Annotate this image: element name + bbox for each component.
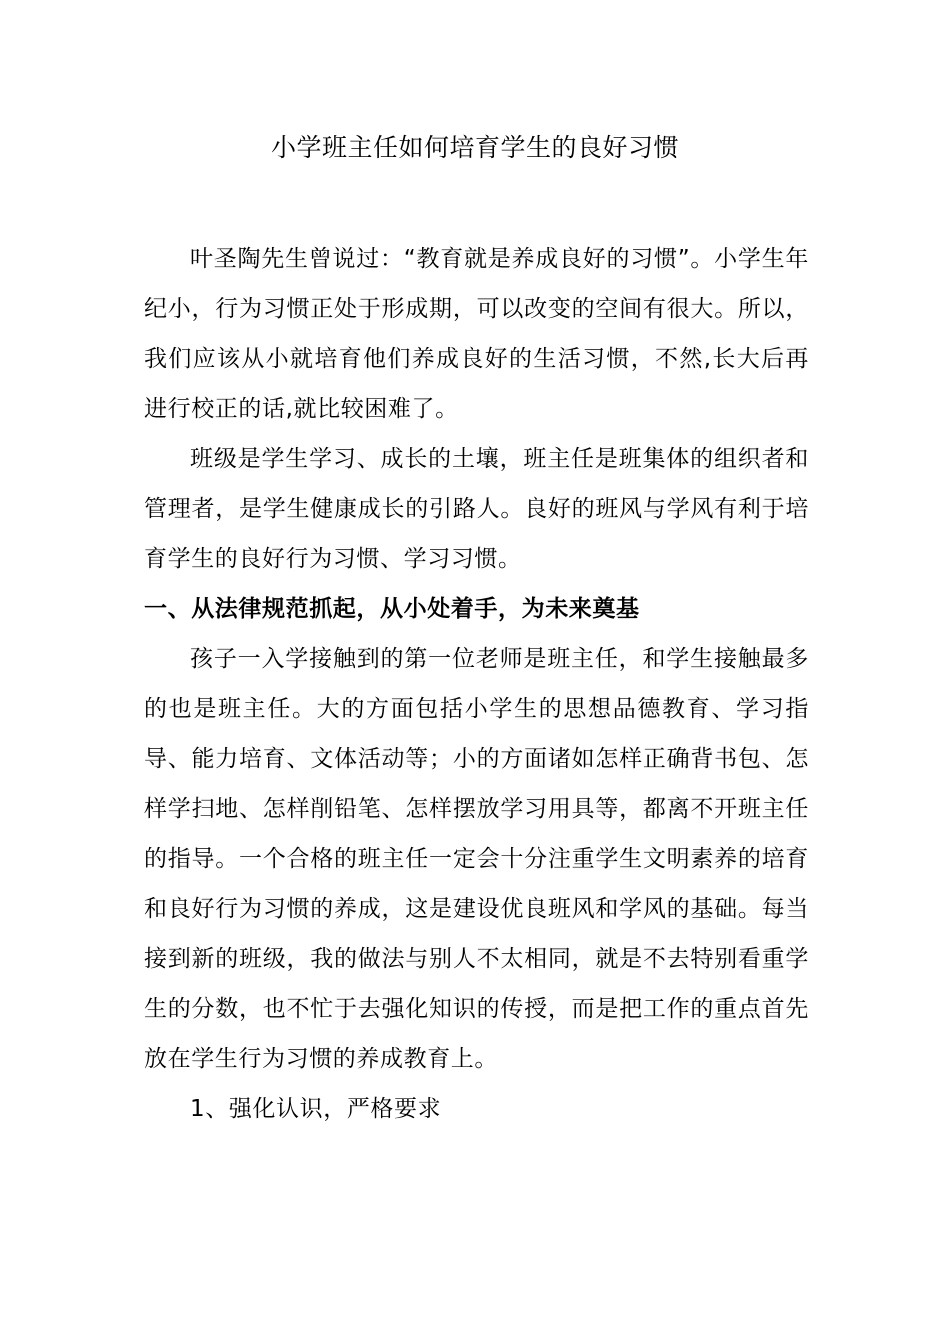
subheading: 1、强化认识，严格要求 (190, 1096, 442, 1122)
paragraph: 班级是学生学习、成长的土壤，班主任是班集体的组织者和管理者，是学生健康成长的引路人。良好的班风与学风有利于培育学生的良好行为习惯、学习习惯。 (144, 446, 809, 572)
section-heading: 一、从法律规范抓起，从小处着手，为未来奠基 (144, 596, 640, 622)
document-title: 小学班主任如何培育学生的良好习惯 (270, 133, 679, 162)
paragraph: 孩子一入学接触到的第一位老师是班主任，和学生接触最多的也是班主任。大的方面包括小学生的思想品德教育、学习指导、能力培育、文体活动等；小的方面诸如怎样正确背书包、怎样学扫地、怎样削铅笔、怎样摆放学习用具等，都离不开班主任的指导。一个合格的班主任一定会十分注重学生文明素养的培育和良好行为习惯的养成，这是建设优良班风和学风的基础。每当接到新的班级，我的做法与别人不太相同，就是不去特别看重学生的分数，也不忙于去强化知识的传授，而是把工作的重点首先放在学生行为习惯的养成教育上。 (144, 646, 809, 1072)
document-body (144, 234, 809, 1134)
paragraph: 叶圣陶先生曾说过：“教育就是养成良好的习惯”。小学生年纪小，行为习惯正处于形成期，可以改变的空间有很大。所以，我们应该从小就培育他们养成良好的生活习惯，不然,长大后再进行校正的话,就比较困难了。 (144, 246, 809, 422)
